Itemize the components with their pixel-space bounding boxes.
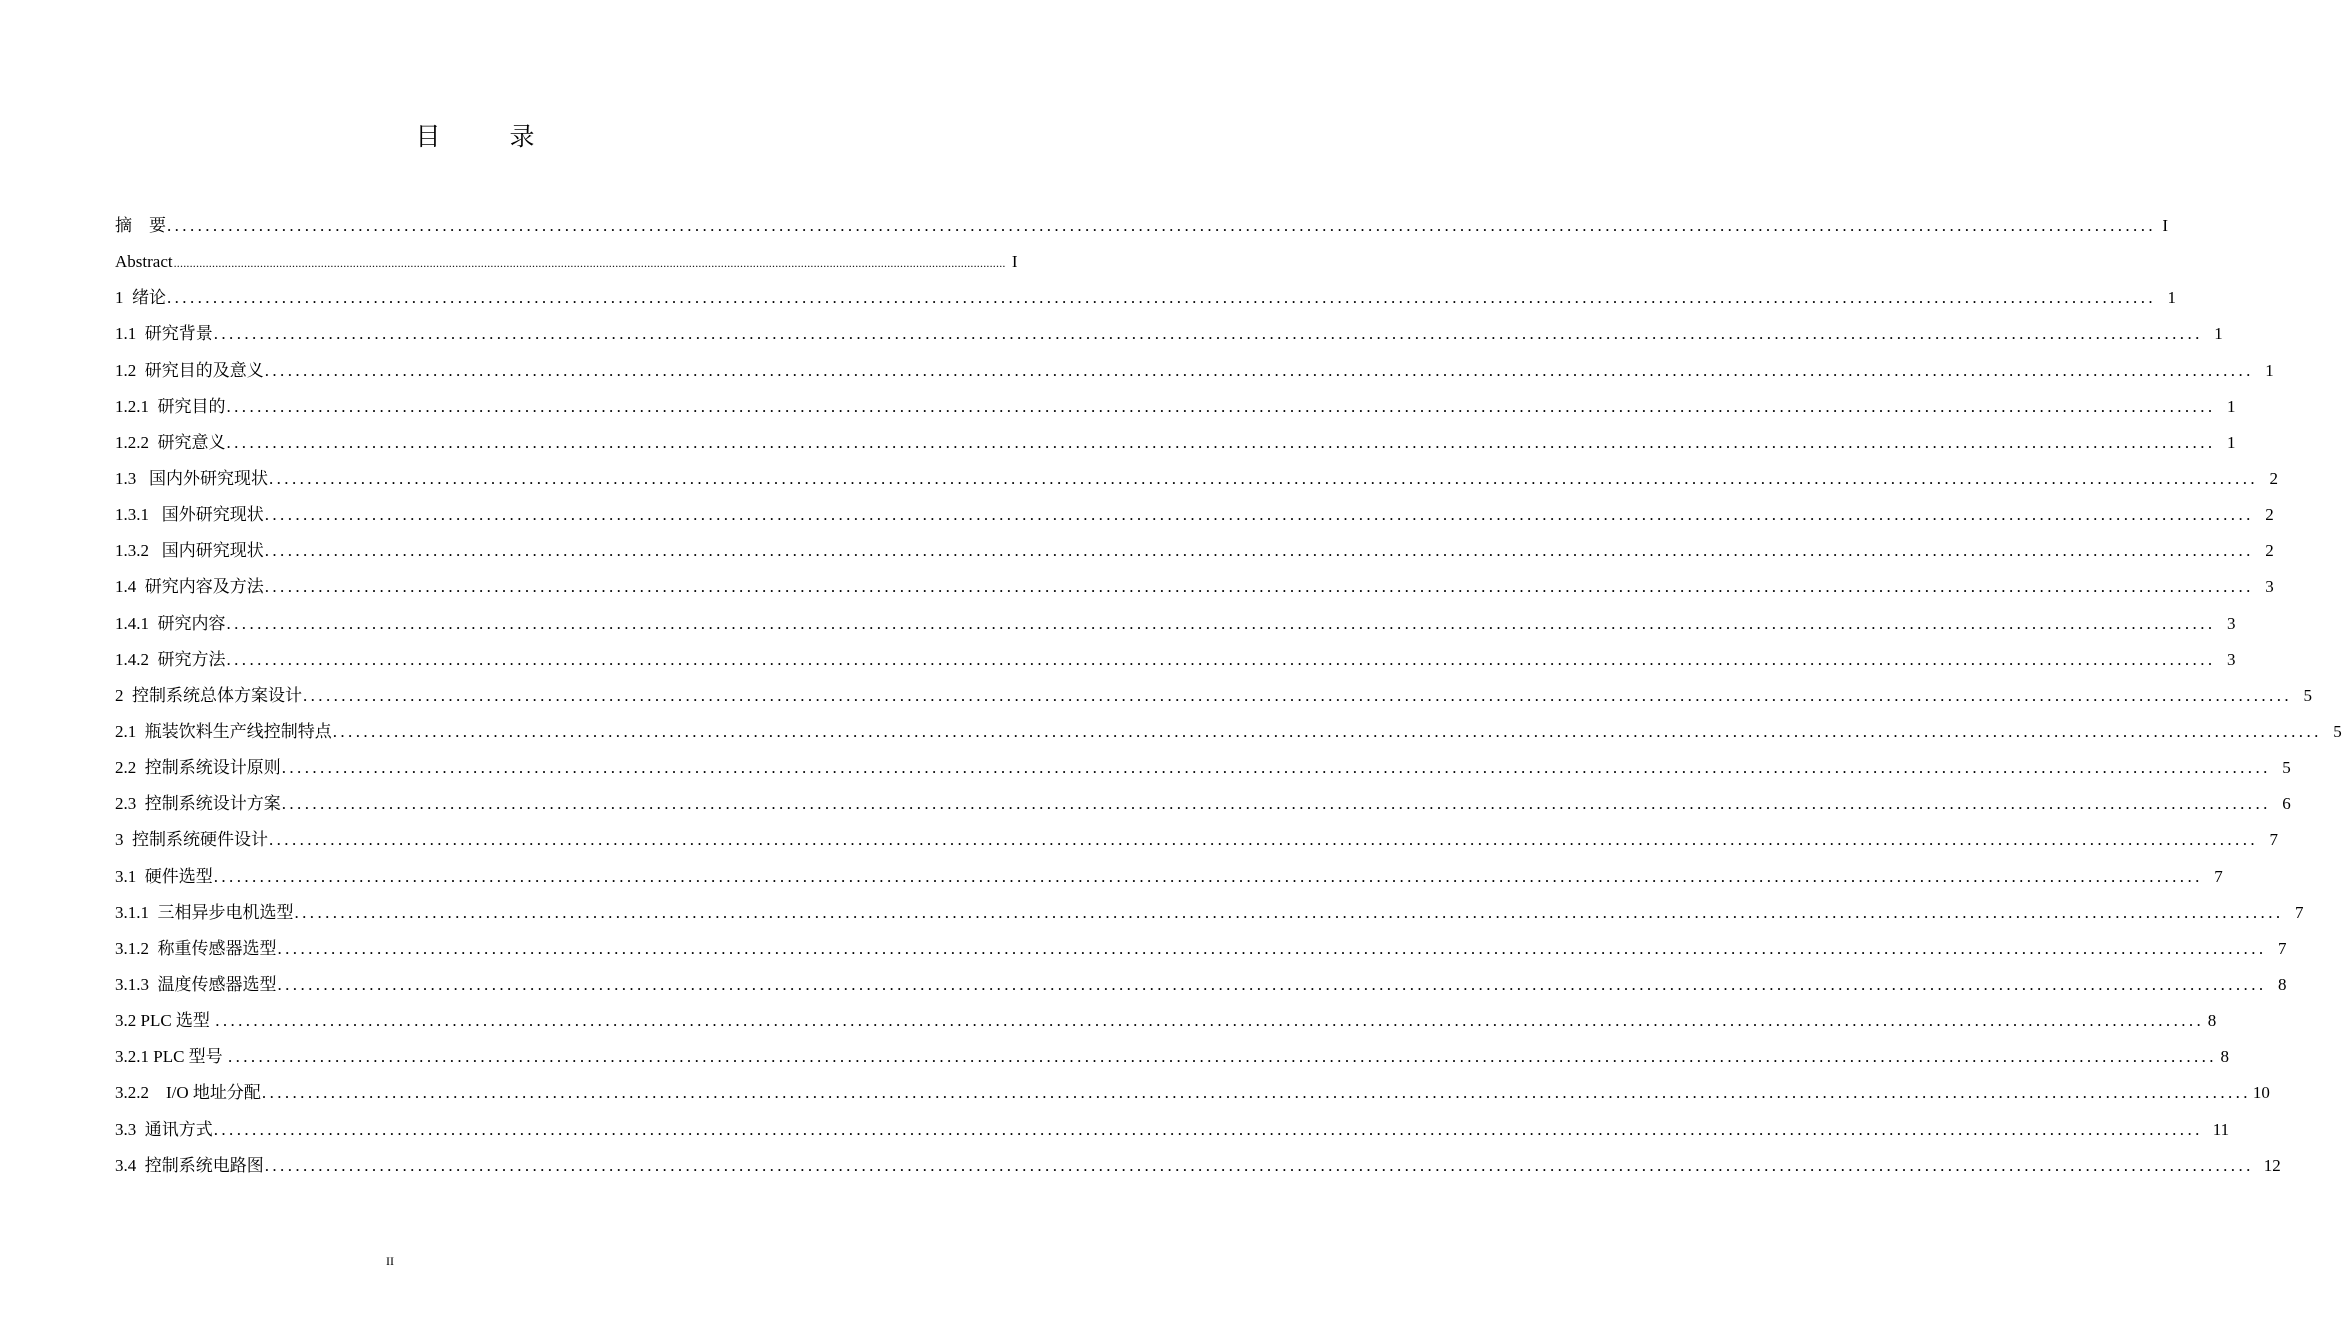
- toc-entry-page: 3: [2227, 649, 2236, 669]
- toc-leader-dots: ....................................................................................................................................................................................................................................................................: [281, 758, 2271, 778]
- toc-entry[interactable]: [115, 569, 2274, 605]
- toc-leader-dots: ....................................................................................................................................................................................................................................................................: [226, 396, 2216, 416]
- toc-leader-dots: ....................................................................................................................................................................................................................................................................: [167, 216, 2156, 235]
- toc-leader-dots: ....................................................................................................................................................................................................................................................................: [264, 360, 2254, 380]
- toc-entry-label: 1.3.1 国外研究现状: [115, 505, 264, 525]
- toc-entry-label: 1.3.2 国内研究现状: [115, 541, 264, 561]
- toc-leader-dots: ....................................................................................................................................................................................................................................................................: [332, 721, 2322, 741]
- toc-leader-dots: ....................................................................................................................................................................................................................................................................: [277, 974, 2267, 994]
- toc-entry-label: 3.1 硬件选型: [115, 866, 213, 886]
- toc-entry[interactable]: [115, 244, 1018, 280]
- toc-entry-page: 7: [2269, 830, 2278, 850]
- toc-entry[interactable]: [115, 1112, 2230, 1148]
- toc-entry-label: 3.2.1 PLC 型号: [115, 1047, 227, 1067]
- toc-leader-dots: ....................................................................................................................................................................................................................................................................: [173, 256, 1006, 271]
- toc-entry-label: 3.1.2 称重传感器选型: [115, 938, 277, 958]
- toc-leader-dots: ....................................................................................................................................................................................................................................................................: [261, 1083, 2251, 1103]
- toc-leader-dots: ....................................................................................................................................................................................................................................................................: [281, 794, 2271, 814]
- toc-entry-label: 2.2 控制系统设计原则: [115, 758, 281, 778]
- toc-entry-page: 6: [2282, 794, 2291, 814]
- toc-entry[interactable]: [115, 967, 2287, 1003]
- toc-entry-label: 2.3 控制系统设计方案: [115, 794, 281, 814]
- toc-entry-label: Abstract: [115, 252, 173, 272]
- toc-entry-label: 摘 要: [115, 216, 166, 235]
- toc-entry[interactable]: [115, 425, 2236, 461]
- toc-entry[interactable]: [115, 859, 2223, 895]
- page-number: II: [386, 1254, 394, 1268]
- toc-entry-page: 5: [2333, 721, 2342, 741]
- toc-entry-page: 2: [2265, 505, 2274, 525]
- toc-entry-label: 3.3 通讯方式: [115, 1119, 213, 1139]
- toc-leader-dots: ....................................................................................................................................................................................................................................................................: [269, 830, 2258, 850]
- toc-entry-page: I: [1011, 252, 1018, 272]
- toc-entry-page: 2: [2269, 468, 2278, 488]
- toc-entry-page: 12: [2263, 1155, 2281, 1175]
- toc-entry-page: 1: [2167, 288, 2176, 308]
- toc-leader-dots: ....................................................................................................................................................................................................................................................................: [226, 432, 2216, 452]
- toc-entry-page: 2: [2265, 541, 2274, 561]
- toc-leader-dots: ....................................................................................................................................................................................................................................................................: [213, 324, 2203, 344]
- toc-entry-label: 1.1 研究背景: [115, 324, 213, 344]
- toc-entry-label: 3.1.1 三相异步电机选型: [115, 902, 294, 922]
- toc-entry[interactable]: [115, 931, 2287, 967]
- toc-entry-page: 5: [2303, 685, 2312, 705]
- toc-leader-dots: ....................................................................................................................................................................................................................................................................: [264, 1155, 2254, 1175]
- toc-entry[interactable]: [115, 1075, 2270, 1111]
- toc-entry[interactable]: [115, 678, 2312, 714]
- toc-entry-label: 2 控制系统总体方案设计: [115, 685, 302, 705]
- toc-entry-page: 10: [2252, 1083, 2270, 1103]
- toc-entry[interactable]: [115, 316, 2223, 352]
- toc-entry-label: 3 控制系统硬件设计: [115, 830, 268, 850]
- toc-entry[interactable]: [115, 642, 2236, 678]
- toc-entry-page: 1: [2227, 432, 2236, 452]
- toc-entry[interactable]: [115, 822, 2278, 858]
- toc-entry-page: 1: [2227, 396, 2236, 416]
- table-of-contents: [115, 208, 2342, 1184]
- toc-entry-page: 7: [2278, 938, 2287, 958]
- toc-entry-page: 8: [2278, 974, 2287, 994]
- toc-entry-label: 3.2 PLC 选型: [115, 1011, 215, 1031]
- toc-leader-dots: ....................................................................................................................................................................................................................................................................: [277, 938, 2267, 958]
- toc-entry-page: 3: [2227, 613, 2236, 633]
- toc-entry-page: 11: [2212, 1119, 2230, 1139]
- toc-entry[interactable]: [115, 1003, 2217, 1039]
- toc-leader-dots: ....................................................................................................................................................................................................................................................................: [303, 685, 2292, 705]
- toc-entry[interactable]: [115, 786, 2291, 822]
- toc-entry-page: 7: [2295, 902, 2304, 922]
- toc-leader-dots: ....................................................................................................................................................................................................................................................................: [226, 649, 2216, 669]
- toc-entry-page: 8: [2207, 1011, 2217, 1031]
- toc-leader-dots: ....................................................................................................................................................................................................................................................................: [215, 1011, 2205, 1031]
- toc-entry[interactable]: [115, 895, 2304, 931]
- toc-entry-label: 3.1.3 温度传感器选型: [115, 974, 277, 994]
- toc-entry-label: 2.1 瓶装饮料生产线控制特点: [115, 721, 332, 741]
- toc-entry-label: 3.4 控制系统电路图: [115, 1155, 264, 1175]
- toc-entry-label: 1.2.2 研究意义: [115, 432, 226, 452]
- toc-entry[interactable]: [115, 1148, 2281, 1184]
- toc-entry-label: 1.4.1 研究内容: [115, 613, 226, 633]
- toc-leader-dots: ....................................................................................................................................................................................................................................................................: [227, 1047, 2217, 1067]
- toc-entry[interactable]: [115, 461, 2278, 497]
- toc-leader-dots: ....................................................................................................................................................................................................................................................................: [264, 541, 2254, 561]
- toc-entry-page: I: [2162, 216, 2168, 235]
- toc-entry-page: 3: [2265, 577, 2274, 597]
- toc-entry[interactable]: [115, 606, 2236, 642]
- toc-entry-label: 1.4 研究内容及方法: [115, 577, 264, 597]
- toc-entry[interactable]: [115, 1039, 2229, 1075]
- toc-entry-label: 3.2.2 I/O 地址分配: [115, 1083, 261, 1103]
- toc-entry-page: 1: [2214, 324, 2223, 344]
- toc-entry[interactable]: [115, 280, 2176, 316]
- toc-leader-dots: ....................................................................................................................................................................................................................................................................: [264, 577, 2254, 597]
- toc-entry[interactable]: [115, 750, 2291, 786]
- toc-entry-label: 1 绪论: [115, 288, 166, 308]
- toc-entry-page: 1: [2265, 360, 2274, 380]
- toc-entry[interactable]: [115, 389, 2236, 425]
- toc-leader-dots: ....................................................................................................................................................................................................................................................................: [264, 505, 2254, 525]
- toc-leader-dots: ....................................................................................................................................................................................................................................................................: [269, 468, 2258, 488]
- toc-entry[interactable]: [115, 353, 2274, 389]
- toc-entry[interactable]: [115, 208, 2168, 244]
- page-title: 目 录: [415, 124, 557, 151]
- toc-entry[interactable]: [115, 533, 2274, 569]
- toc-entry[interactable]: [115, 497, 2274, 533]
- toc-entry-page: 5: [2282, 758, 2291, 778]
- toc-leader-dots: ....................................................................................................................................................................................................................................................................: [167, 288, 2156, 308]
- toc-leader-dots: ....................................................................................................................................................................................................................................................................: [294, 902, 2284, 922]
- toc-leader-dots: ....................................................................................................................................................................................................................................................................: [226, 613, 2216, 633]
- toc-entry-label: 1.2 研究目的及意义: [115, 360, 264, 380]
- toc-leader-dots: ....................................................................................................................................................................................................................................................................: [213, 1119, 2203, 1139]
- toc-entry-page: 7: [2214, 866, 2223, 886]
- toc-entry-label: 1.2.1 研究目的: [115, 396, 226, 416]
- toc-entry-label: 1.4.2 研究方法: [115, 649, 226, 669]
- toc-entry[interactable]: [115, 714, 2342, 750]
- toc-leader-dots: ....................................................................................................................................................................................................................................................................: [213, 866, 2203, 886]
- toc-entry-page: 8: [2220, 1047, 2229, 1067]
- toc-entry-label: 1.3 国内外研究现状: [115, 468, 268, 488]
